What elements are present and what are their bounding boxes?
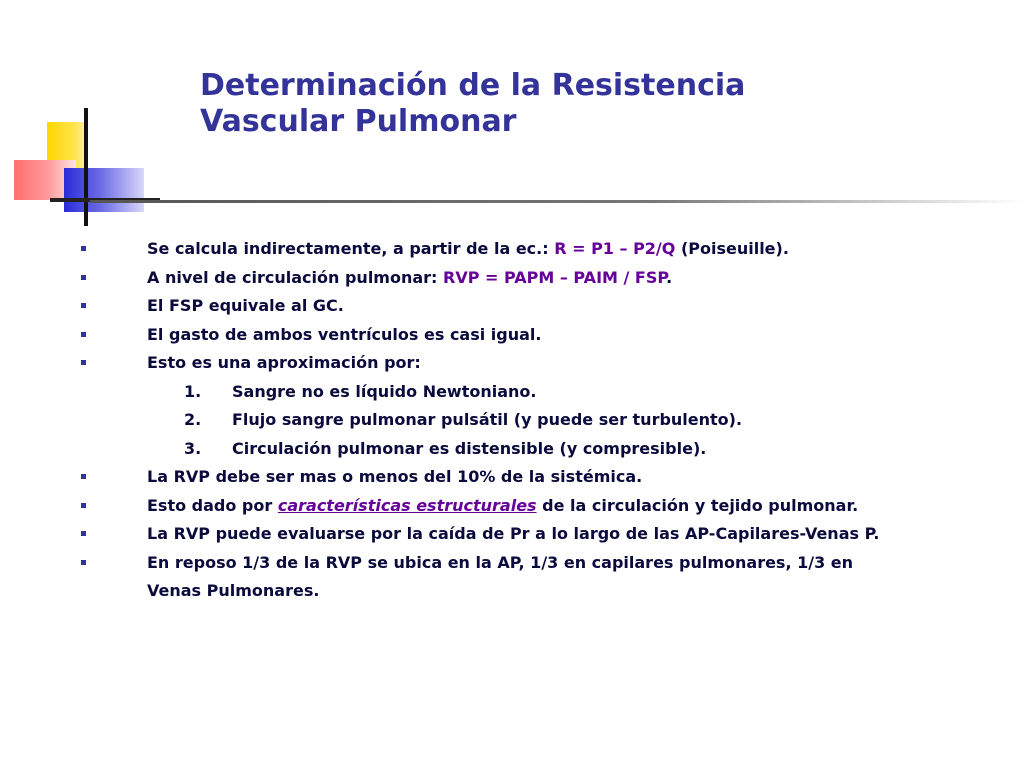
title-separator xyxy=(90,200,1024,203)
bullet-marker xyxy=(81,531,86,536)
blue-square xyxy=(64,168,144,212)
bullet-text: El gasto de ambos ventrículos es casi igual. xyxy=(147,324,542,344)
decorative-logo xyxy=(0,100,160,230)
bullet-text: La RVP debe ser mas o menos del 10% de la sistémica. xyxy=(147,467,643,486)
numbered-item-2 xyxy=(0,406,1024,435)
bullet-item-3 xyxy=(0,292,1024,321)
emphasized-link[interactable]: características estructurales xyxy=(277,495,537,515)
numbered-text: Flujo sangre pulmonar pulsátil (y puede ser turbulento). xyxy=(232,410,743,429)
bullet-marker xyxy=(81,503,86,508)
numbered-item-3 xyxy=(0,435,1024,464)
title-line-1: Determinación de la Resistencia xyxy=(200,68,746,103)
bullet-marker xyxy=(81,275,86,280)
bullet-text: La RVP puede evaluarse por la caída de Pr a lo largo de las AP-Capilares-Venas P. xyxy=(147,524,880,543)
bullet-item-6 xyxy=(0,463,1024,492)
numbered-text: Circulación pulmonar es distensible (y compresible). xyxy=(232,438,707,458)
bullet-item-8 xyxy=(0,520,1024,549)
bullet-item-2 xyxy=(0,264,1024,293)
item-number: 2. xyxy=(184,410,202,429)
bullet-text: A nivel de circulación pulmonar: xyxy=(147,267,444,287)
bullet-text-line-2: Venas Pulmonares. xyxy=(147,581,320,600)
bullet-text: Esto dado por xyxy=(147,495,278,515)
bullet-item-7 xyxy=(0,492,1024,521)
bullet-text: El FSP equivale al GC. xyxy=(147,296,344,315)
bullet-text: Esto es una aproximación por: xyxy=(147,353,421,372)
bullet-marker xyxy=(81,474,86,479)
bullet-tail: . xyxy=(666,267,673,287)
bullet-marker xyxy=(81,560,86,565)
bullet-marker xyxy=(81,303,86,308)
bullet-marker xyxy=(81,360,86,365)
bullet-item-1 xyxy=(0,235,1024,264)
bullet-tail: de la circulación y tejido pulmonar. xyxy=(536,495,859,515)
bullet-item-9 xyxy=(0,549,1024,606)
bullet-list xyxy=(0,235,1024,606)
bullet-item-5 xyxy=(0,349,1024,378)
item-number: 3. xyxy=(184,438,202,458)
slide-title xyxy=(200,68,900,140)
formula-rvp: RVP = PAPM – PAIM / FSP xyxy=(443,267,667,287)
vertical-line xyxy=(84,108,88,226)
numbered-text: Sangre no es líquido Newtoniano. xyxy=(232,381,537,401)
title-line-2: Vascular Pulmonar xyxy=(200,104,517,139)
numbered-item-1 xyxy=(0,378,1024,407)
bullet-text-line-1: En reposo 1/3 de la RVP se ubica en la AP, 1/3 en capilares pulmonares, 1/3 en xyxy=(147,552,854,572)
bullet-item-4 xyxy=(0,321,1024,350)
bullet-tail: (Poiseuille). xyxy=(675,239,789,258)
bullet-marker xyxy=(81,332,86,337)
item-number: 1. xyxy=(184,381,202,401)
bullet-marker xyxy=(81,246,86,251)
bullet-text: Se calcula indirectamente, a partir de la ec.: xyxy=(147,239,555,258)
formula-poiseuille: R = P1 – P2/Q xyxy=(554,239,676,258)
